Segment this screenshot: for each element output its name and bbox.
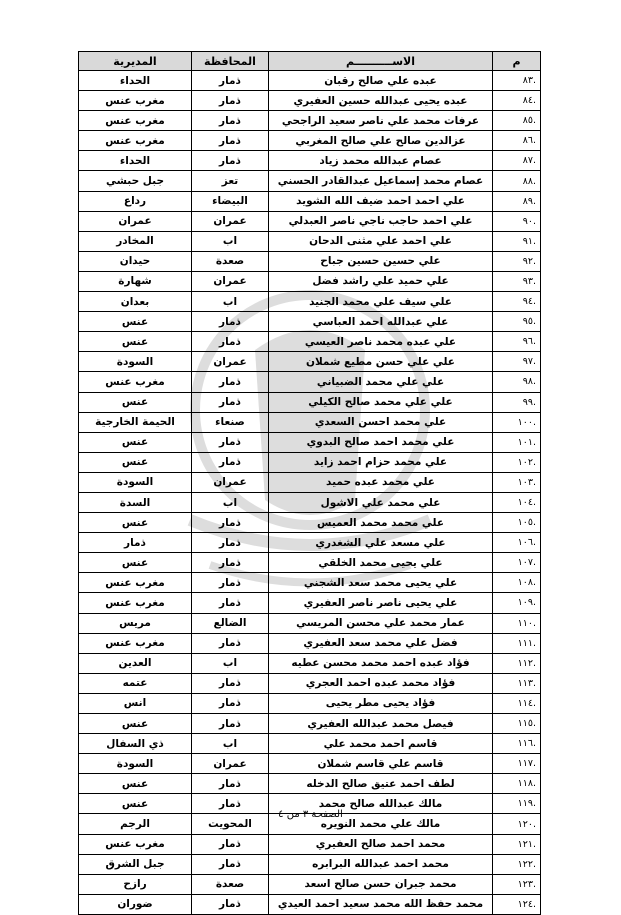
cell-name: علي حسين حسين جباح xyxy=(269,251,493,271)
cell-directorate: مغرب عنس xyxy=(79,593,192,613)
cell-num: .١١٣ xyxy=(493,673,541,693)
table-row xyxy=(79,111,541,131)
cell-directorate: بعدان xyxy=(79,292,192,312)
cell-governorate: صعدة xyxy=(192,251,269,271)
cell-directorate: السودة xyxy=(79,754,192,774)
cell-num: .١٠٣ xyxy=(493,472,541,492)
table-row xyxy=(79,492,541,512)
cell-directorate: عنس xyxy=(79,553,192,573)
cell-governorate: صعدة xyxy=(192,874,269,894)
cell-num: .٨٣ xyxy=(493,71,541,91)
names-table xyxy=(78,51,541,915)
cell-name: لطف احمد عتيق صالح الدخله xyxy=(269,774,493,794)
cell-name: علي علي حسن مطيع شملان xyxy=(269,352,493,372)
cell-governorate: اب xyxy=(192,653,269,673)
cell-num: .٨٥ xyxy=(493,111,541,131)
cell-governorate: ذمار xyxy=(192,71,269,91)
cell-name: فؤاد يحيى مطر يحيى xyxy=(269,693,493,713)
cell-name: فؤاد محمد عبده احمد العجري xyxy=(269,673,493,693)
cell-name: علي مسعد علي الشغدري xyxy=(269,533,493,553)
cell-name: عبده علي صالح رقبان xyxy=(269,71,493,91)
cell-directorate: ذمار xyxy=(79,533,192,553)
cell-name: علي محمد احسن السعدي xyxy=(269,412,493,432)
table-row xyxy=(79,151,541,171)
cell-directorate: مغرب عنس xyxy=(79,131,192,151)
cell-directorate: المخادر xyxy=(79,231,192,251)
table-row xyxy=(79,593,541,613)
cell-governorate: ذمار xyxy=(192,151,269,171)
table-row xyxy=(79,211,541,231)
cell-name: محمد جبران حسن صالح اسعد xyxy=(269,874,493,894)
cell-governorate: ذمار xyxy=(192,332,269,352)
cell-num: .١٠٠ xyxy=(493,412,541,432)
cell-governorate: اب xyxy=(192,734,269,754)
header-num: م xyxy=(493,52,541,71)
table-row xyxy=(79,251,541,271)
cell-num: .٩٣ xyxy=(493,271,541,291)
cell-governorate: عمران xyxy=(192,472,269,492)
cell-governorate: اب xyxy=(192,492,269,512)
cell-governorate: ذمار xyxy=(192,714,269,734)
header-name: الاســــــــــم xyxy=(269,52,493,71)
table-row xyxy=(79,412,541,432)
cell-governorate: عمران xyxy=(192,211,269,231)
cell-governorate: ذمار xyxy=(192,894,269,914)
cell-name: علي احمد احمد ضيف الله الشويد xyxy=(269,191,493,211)
cell-num: .٨٦ xyxy=(493,131,541,151)
cell-governorate: ذمار xyxy=(192,513,269,533)
cell-governorate: تعز xyxy=(192,171,269,191)
table-row xyxy=(79,171,541,191)
cell-num: .١٢١ xyxy=(493,834,541,854)
cell-directorate: العدين xyxy=(79,653,192,673)
cell-directorate: عنس xyxy=(79,513,192,533)
cell-directorate: عنس xyxy=(79,714,192,734)
cell-num: .١١٢ xyxy=(493,653,541,673)
cell-directorate: شهارة xyxy=(79,271,192,291)
cell-directorate: مغرب عنس xyxy=(79,111,192,131)
cell-num: .١٠٢ xyxy=(493,452,541,472)
cell-num: .٨٤ xyxy=(493,91,541,111)
cell-num: .٩٤ xyxy=(493,292,541,312)
table-row xyxy=(79,874,541,894)
table-row xyxy=(79,372,541,392)
cell-num: .١٠١ xyxy=(493,432,541,452)
cell-num: .١٢٤ xyxy=(493,894,541,914)
cell-directorate: عنس xyxy=(79,774,192,794)
cell-num: .١١٤ xyxy=(493,693,541,713)
cell-directorate: رداع xyxy=(79,191,192,211)
cell-directorate: عنس xyxy=(79,452,192,472)
cell-num: .٩٢ xyxy=(493,251,541,271)
cell-governorate: صنعاء xyxy=(192,412,269,432)
cell-name: عصام عبدالله محمد زياد xyxy=(269,151,493,171)
cell-num: .٨٩ xyxy=(493,191,541,211)
table-row xyxy=(79,894,541,914)
cell-num: .٩١ xyxy=(493,231,541,251)
cell-name: محمد حفظ الله محمد سعيد احمد العيدي xyxy=(269,894,493,914)
cell-name: محمد احمد صالح العفيري xyxy=(269,834,493,854)
cell-name: علي سيف علي محمد الجنيد xyxy=(269,292,493,312)
table-row xyxy=(79,392,541,412)
cell-name: عرفات محمد علي ناصر سعيد الراجحي xyxy=(269,111,493,131)
cell-name: علي احمد علي مثنى الدحان xyxy=(269,231,493,251)
cell-name: علي احمد حاجب ناجي ناصر العبدلي xyxy=(269,211,493,231)
cell-directorate: عتمه xyxy=(79,673,192,693)
table-row xyxy=(79,693,541,713)
cell-num: .١١٩ xyxy=(493,794,541,814)
cell-num: .٩٥ xyxy=(493,312,541,332)
cell-name: علي محمد عبده حميد xyxy=(269,472,493,492)
table-row xyxy=(79,774,541,794)
cell-num: .١١٧ xyxy=(493,754,541,774)
cell-name: قاسم علي قاسم شملان xyxy=(269,754,493,774)
table-row xyxy=(79,472,541,492)
cell-name: علي يحيى ناصر ناصر العفيري xyxy=(269,593,493,613)
table-row xyxy=(79,573,541,593)
table-row xyxy=(79,432,541,452)
cell-num: .١٠٩ xyxy=(493,593,541,613)
cell-name: مالك علي محمد النويره xyxy=(269,814,493,834)
cell-governorate: اب xyxy=(192,231,269,251)
cell-directorate: حيدان xyxy=(79,251,192,271)
cell-num: .١١٠ xyxy=(493,613,541,633)
cell-num: .١٠٨ xyxy=(493,573,541,593)
cell-directorate: مغرب عنس xyxy=(79,573,192,593)
cell-name: فؤاد عبده احمد محمد محسن عطيه xyxy=(269,653,493,673)
cell-num: .١٢٠ xyxy=(493,814,541,834)
cell-name: علي يحيى محمد الخلقي xyxy=(269,553,493,573)
cell-governorate: ذمار xyxy=(192,573,269,593)
cell-name: عمار محمد علي محسن المريسي xyxy=(269,613,493,633)
cell-name: مالك عبدالله صالح محمد xyxy=(269,794,493,814)
cell-directorate: السدة xyxy=(79,492,192,512)
cell-directorate: السودة xyxy=(79,352,192,372)
cell-governorate: ذمار xyxy=(192,452,269,472)
table-row xyxy=(79,191,541,211)
table-row xyxy=(79,673,541,693)
cell-directorate: عنس xyxy=(79,794,192,814)
cell-governorate: ذمار xyxy=(192,553,269,573)
cell-name: علي محمد حزام احمد زايد xyxy=(269,452,493,472)
cell-directorate: عنس xyxy=(79,312,192,332)
cell-governorate: ذمار xyxy=(192,633,269,653)
table-row xyxy=(79,633,541,653)
table-row xyxy=(79,312,541,332)
cell-governorate: عمران xyxy=(192,352,269,372)
cell-directorate: الحيمة الخارجية xyxy=(79,412,192,432)
cell-num: .١١٨ xyxy=(493,774,541,794)
cell-name: علي محمد محمد العميس xyxy=(269,513,493,533)
cell-name: علي حميد علي راشد فضل xyxy=(269,271,493,291)
cell-directorate: الحداء xyxy=(79,151,192,171)
cell-directorate: مغرب عنس xyxy=(79,834,192,854)
cell-governorate: ذمار xyxy=(192,693,269,713)
cell-governorate: ذمار xyxy=(192,834,269,854)
cell-name: علي علي محمد الضبياني xyxy=(269,372,493,392)
cell-num: .١٠٥ xyxy=(493,513,541,533)
cell-name: عزالدين صالح علي صالح المغربي xyxy=(269,131,493,151)
cell-governorate: عمران xyxy=(192,754,269,774)
cell-directorate: ذي السفال xyxy=(79,734,192,754)
cell-name: فضل علي محمد سعد العفيري xyxy=(269,633,493,653)
page-footer: الصفحة ٣ من ٤ xyxy=(278,809,343,820)
cell-directorate: مغرب عنس xyxy=(79,372,192,392)
cell-name: فيصل محمد عبدالله العفيري xyxy=(269,714,493,734)
table-row xyxy=(79,653,541,673)
cell-name: علي يحيى محمد سعد الشجني xyxy=(269,573,493,593)
cell-num: .١٠٤ xyxy=(493,492,541,512)
cell-directorate: مريس xyxy=(79,613,192,633)
table-row xyxy=(79,714,541,734)
cell-num: .٩٨ xyxy=(493,372,541,392)
cell-directorate: مغرب عنس xyxy=(79,633,192,653)
cell-num: .١٢٣ xyxy=(493,874,541,894)
cell-governorate: ذمار xyxy=(192,392,269,412)
cell-governorate: ذمار xyxy=(192,533,269,553)
table-row xyxy=(79,553,541,573)
cell-directorate: جبل حبشي xyxy=(79,171,192,191)
cell-name: علي محمد علي الاشول xyxy=(269,492,493,512)
cell-directorate: الرجم xyxy=(79,814,192,834)
table-body xyxy=(79,71,541,915)
cell-num: .٨٨ xyxy=(493,171,541,191)
cell-governorate: ذمار xyxy=(192,131,269,151)
cell-name: علي عبدالله احمد العباسي xyxy=(269,312,493,332)
cell-governorate: ذمار xyxy=(192,673,269,693)
table-row xyxy=(79,131,541,151)
header-directorate: المديرية xyxy=(79,52,192,71)
cell-governorate: ذمار xyxy=(192,593,269,613)
cell-directorate: الحداء xyxy=(79,71,192,91)
cell-governorate: اب xyxy=(192,292,269,312)
table-row xyxy=(79,613,541,633)
cell-governorate: المحويت xyxy=(192,814,269,834)
cell-num: .١٠٧ xyxy=(493,553,541,573)
cell-num: .٩٩ xyxy=(493,392,541,412)
cell-directorate: عنس xyxy=(79,332,192,352)
cell-num: .١٢٢ xyxy=(493,854,541,874)
cell-directorate: رازح xyxy=(79,874,192,894)
table-row xyxy=(79,352,541,372)
cell-directorate: انس xyxy=(79,693,192,713)
cell-num: .١١٥ xyxy=(493,714,541,734)
cell-governorate: ذمار xyxy=(192,111,269,131)
cell-directorate: عنس xyxy=(79,392,192,412)
table-row xyxy=(79,854,541,874)
table-row xyxy=(79,271,541,291)
table-row xyxy=(79,533,541,553)
cell-name: علي عبده محمد ناصر العيسي xyxy=(269,332,493,352)
cell-num: .٩٧ xyxy=(493,352,541,372)
cell-num: .٩٦ xyxy=(493,332,541,352)
table-row xyxy=(79,754,541,774)
cell-num: .٩٠ xyxy=(493,211,541,231)
cell-num: .١٠٦ xyxy=(493,533,541,553)
cell-governorate: ذمار xyxy=(192,794,269,814)
cell-governorate: ذمار xyxy=(192,432,269,452)
cell-governorate: عمران xyxy=(192,271,269,291)
cell-governorate: ذمار xyxy=(192,91,269,111)
cell-governorate: ذمار xyxy=(192,854,269,874)
cell-directorate: السودة xyxy=(79,472,192,492)
table-row xyxy=(79,231,541,251)
cell-directorate: مغرب عنس xyxy=(79,91,192,111)
table-row xyxy=(79,513,541,533)
table-row xyxy=(79,91,541,111)
cell-directorate: ضوران xyxy=(79,894,192,914)
cell-name: عصام محمد إسماعيل عبدالقادر الحسني xyxy=(269,171,493,191)
cell-name: علي علي محمد صالح الكيلي xyxy=(269,392,493,412)
cell-name: قاسم احمد محمد علي xyxy=(269,734,493,754)
cell-num: .٨٧ xyxy=(493,151,541,171)
table-row xyxy=(79,452,541,472)
cell-name: علي محمد احمد صالح البدوي xyxy=(269,432,493,452)
cell-directorate: عنس xyxy=(79,432,192,452)
cell-governorate: ذمار xyxy=(192,312,269,332)
table-row xyxy=(79,292,541,312)
cell-num: .١١٦ xyxy=(493,734,541,754)
cell-governorate: ذمار xyxy=(192,774,269,794)
cell-name: محمد احمد عبدالله البرابره xyxy=(269,854,493,874)
table-row xyxy=(79,734,541,754)
cell-directorate: جبل الشرق xyxy=(79,854,192,874)
header-governorate: المحافظة xyxy=(192,52,269,71)
cell-directorate: عمران xyxy=(79,211,192,231)
table-header-row xyxy=(79,52,541,71)
table-row xyxy=(79,332,541,352)
cell-name: عبده يحيى عبدالله حسين العفيري xyxy=(269,91,493,111)
cell-governorate: الضالع xyxy=(192,613,269,633)
table-row xyxy=(79,71,541,91)
cell-governorate: البيضاء xyxy=(192,191,269,211)
table-row xyxy=(79,834,541,854)
cell-num: .١١١ xyxy=(493,633,541,653)
cell-governorate: ذمار xyxy=(192,372,269,392)
